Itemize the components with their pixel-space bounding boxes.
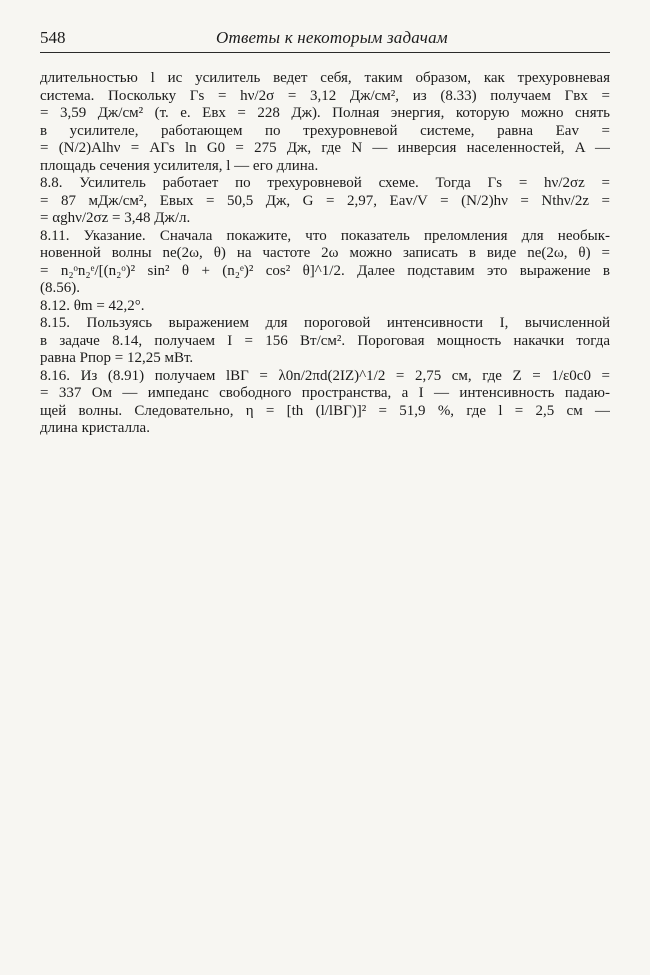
page-number: 548	[40, 28, 66, 47]
text-line: 8.12. θm = 42,2°.	[40, 297, 145, 314]
text-line: система. Поскольку Γs = hν/2σ = 3,12 Дж/см², из (8.33) получаем Γвх =	[40, 87, 610, 104]
text-line: длительностью l ис усилитель ведет себя, таким образом, как трехуровневая	[40, 70, 610, 86]
text-line: = 337 Ом — импеданс свободного пространства, а I — интенсивность падаю-	[40, 385, 610, 401]
page-header	[40, 26, 610, 50]
text-line: длина кристалла.	[40, 420, 150, 436]
text-line: 8.15. Пользуясь выражением для пороговой интенсивности I, вычисленной	[40, 315, 610, 331]
text-line: новенной волны ne(2ω, θ) на частоте 2ω можно записать в виде ne(2ω, θ) =	[40, 245, 610, 261]
text-line: 8.16. Из (8.91) получаем lВГ = λ0n/2πd(2IZ)^1/2 = 2,75 см, где Z = 1/ε0c0 =	[40, 367, 610, 384]
text-line: в задаче 8.14, получаем I = 156 Вт/см². Пороговая мощность накачки тогда	[40, 332, 610, 349]
running-title: Ответы к некоторым задачам	[216, 28, 448, 47]
text-line: = αghν/2σz = 3,48 Дж/л.	[40, 210, 191, 226]
text-line: = (N/2)Alhν = AΓs ln G0 = 275 Дж, где N — инверсия населенностей, A —	[40, 140, 610, 156]
text-line: (8.56).	[40, 280, 80, 296]
text-line: щей волны. Следовательно, η = [th (l/lВГ)]² = 51,9 %, где l = 2,5 см —	[40, 402, 610, 419]
header-rule	[40, 52, 610, 53]
text-line: равна Pпор = 12,25 мВт.	[40, 350, 194, 366]
text-line: площадь сечения усилителя, l — его длина.	[40, 157, 319, 174]
text-line: = n₂ᵒn₂ᵉ/[(n₂ᵒ)² sin² θ + (n₂ᵉ)² cos² θ]^1/2. Далее подставим это выражение в	[40, 262, 610, 279]
text-line: в усилителе, работающем по трехуровневой системе, равна Eav =	[40, 122, 610, 139]
text-line: = 3,59 Дж/см² (т. е. Eвх = 228 Дж). Полная энергия, которую можно снять	[40, 105, 610, 121]
text-line: = 87 мДж/см², Eвых = 50,5 Дж, G = 2,97, Eav/V = (N/2)hν = Nthν/2z =	[40, 192, 610, 209]
text-line: 8.8. Усилитель работает по трехуровневой схеме. Тогда Γs = hν/2σz =	[40, 175, 610, 191]
answers-text	[40, 70, 610, 438]
text-line: 8.11. Указание. Сначала покажите, что показатель преломления для необык-	[40, 227, 610, 244]
